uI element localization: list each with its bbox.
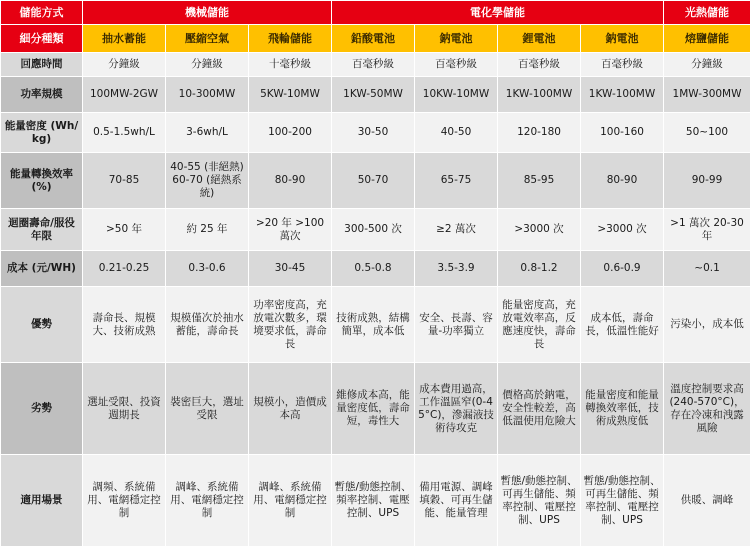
table-cell: 溫度控制要求高(240-570°C)，存在冷凍和洩露風險 [664,363,750,455]
table-cell: 90-99 [664,153,750,209]
table-cell: 1KW-100MW [498,77,581,113]
table-cell: 裝密巨大，選址受限 [166,363,249,455]
table-cell: 調峰、系統備用、電網穩定控制 [249,455,332,547]
table-cell: 100-200 [249,113,332,153]
table-cell: 十毫秒級 [249,53,332,77]
table-cell: 規模小，造價成本高 [249,363,332,455]
table-cell: 選址受限、投資週期長 [83,363,166,455]
table-cell: 1KW-50MW [332,77,415,113]
row-label: 回應時間 [1,53,83,77]
group-header-mechanical: 機械儲能 [83,1,332,25]
table-cell: 維修成本高，能量密度低，壽命短，毒性大 [332,363,415,455]
table-cell: 技術成熟，結構簡單，成本低 [332,287,415,363]
row-label: 功率規模 [1,77,83,113]
table-cell: 百毫秒級 [332,53,415,77]
table-row [1,153,750,209]
table-row [1,113,750,153]
table-cell: 污染小，成本低 [664,287,750,363]
column-header: 壓縮空氣 [166,25,249,53]
row-label: 成本 (元/WH) [1,251,83,287]
table-cell: 3.5-3.9 [415,251,498,287]
table-cell: 功率密度高，充放電次數多，環境要求低，壽命長 [249,287,332,363]
column-header: 鈉電池 [415,25,498,53]
table-row [1,455,750,547]
table-cell: 暫態/動態控制、可再生儲能、頻率控制、電壓控制、UPS [498,455,581,547]
table-cell: 成本低，壽命長，低溫性能好 [581,287,664,363]
table-row [1,287,750,363]
table-row [1,363,750,455]
column-header: 鈉電池 [581,25,664,53]
column-header: 鋰電池 [498,25,581,53]
row-label: 優勢 [1,287,83,363]
table-cell: >3000 次 [581,209,664,251]
table-cell: ~0.1 [664,251,750,287]
corner-label-subtype: 細分種類 [1,25,83,53]
table-cell: 分鐘級 [83,53,166,77]
table-row [1,77,750,113]
header-row-storage-method [1,1,750,25]
corner-label-storage-method: 儲能方式 [1,1,83,25]
row-label: 劣勢 [1,363,83,455]
table-body [1,1,750,547]
table-cell: 80-90 [249,153,332,209]
column-header: 抽水蓄能 [83,25,166,53]
table-row [1,209,750,251]
group-header-thermal: 光熱儲能 [664,1,750,25]
row-label: 適用場景 [1,455,83,547]
table-cell: 0.8-1.2 [498,251,581,287]
table-cell: 成本費用過高，工作溫區窄(0-45°C)，滲漏液技術待攻克 [415,363,498,455]
table-cell: 百毫秒級 [415,53,498,77]
table-cell: 30-45 [249,251,332,287]
table-cell: ≥2 萬次 [415,209,498,251]
table-cell: 1MW-300MW [664,77,750,113]
table-cell: 百毫秒級 [581,53,664,77]
table-cell: 50~100 [664,113,750,153]
table-cell: 0.3-0.6 [166,251,249,287]
column-header: 飛輪儲能 [249,25,332,53]
table-cell: 調峰、系統備用、電網穩定控制 [166,455,249,547]
table-cell: 價格高於鈉電，安全性較差，高低溫使用危險大 [498,363,581,455]
table-cell: 300-500 次 [332,209,415,251]
table-cell: 85-95 [498,153,581,209]
table-cell: 0.5-1.5wh/L [83,113,166,153]
table-cell: 約 25 年 [166,209,249,251]
table-cell: 10KW-10MW [415,77,498,113]
table-cell: 壽命長、規模大、技術成熟 [83,287,166,363]
table-cell: 分鐘級 [664,53,750,77]
table-cell: 3-6wh/L [166,113,249,153]
table-cell: 分鐘級 [166,53,249,77]
group-header-electrochemical: 電化學儲能 [332,1,664,25]
table-cell: >50 年 [83,209,166,251]
table-cell: 80-90 [581,153,664,209]
table-cell: 1KW-100MW [581,77,664,113]
table-cell: 65-75 [415,153,498,209]
table-cell: 120-180 [498,113,581,153]
table-cell: 40-50 [415,113,498,153]
table-cell: 100-160 [581,113,664,153]
table-cell: 能量密度高，充放電效率高，反應速度快，壽命長 [498,287,581,363]
table-row [1,251,750,287]
column-header: 鉛酸電池 [332,25,415,53]
table-cell: 供暖、調峰 [664,455,750,547]
row-label: 能量轉換效率 (%) [1,153,83,209]
table-row [1,53,750,77]
column-header: 熔鹽儲能 [664,25,750,53]
table-cell: 調頻、系統備用、電網穩定控制 [83,455,166,547]
table-cell: 100MW-2GW [83,77,166,113]
table-cell: 0.21-0.25 [83,251,166,287]
table-cell: >1 萬次 20-30 年 [664,209,750,251]
table-cell: >20 年 >100 萬次 [249,209,332,251]
table-cell: 40-55 (非絕熱) 60-70 (絕熱系統) [166,153,249,209]
table-cell: 5KW-10MW [249,77,332,113]
table-cell: 百毫秒級 [498,53,581,77]
table-cell: >3000 次 [498,209,581,251]
table-cell: 30-50 [332,113,415,153]
table-cell: 暫態/動態控制、頻率控制、電壓控制、UPS [332,455,415,547]
row-label: 能量密度 (Wh/kg) [1,113,83,153]
table-cell: 暫態/動態控制、可再生儲能、頻率控制、電壓控制、UPS [581,455,664,547]
table-cell: 安全、長壽、容量-功率獨立 [415,287,498,363]
table-cell: 70-85 [83,153,166,209]
table-cell: 10-300MW [166,77,249,113]
table-cell: 0.5-0.8 [332,251,415,287]
header-row-subtypes [1,25,750,53]
row-label: 迴圈壽命/服役年限 [1,209,83,251]
table-cell: 備用電源、調峰填穀、可再生儲能、能量管理 [415,455,498,547]
table-cell: 50-70 [332,153,415,209]
table-cell: 0.6-0.9 [581,251,664,287]
table-cell: 能量密度和能量轉換效率低，技術成熟度低 [581,363,664,455]
table-cell: 規模僅次於抽水蓄能，壽命長 [166,287,249,363]
